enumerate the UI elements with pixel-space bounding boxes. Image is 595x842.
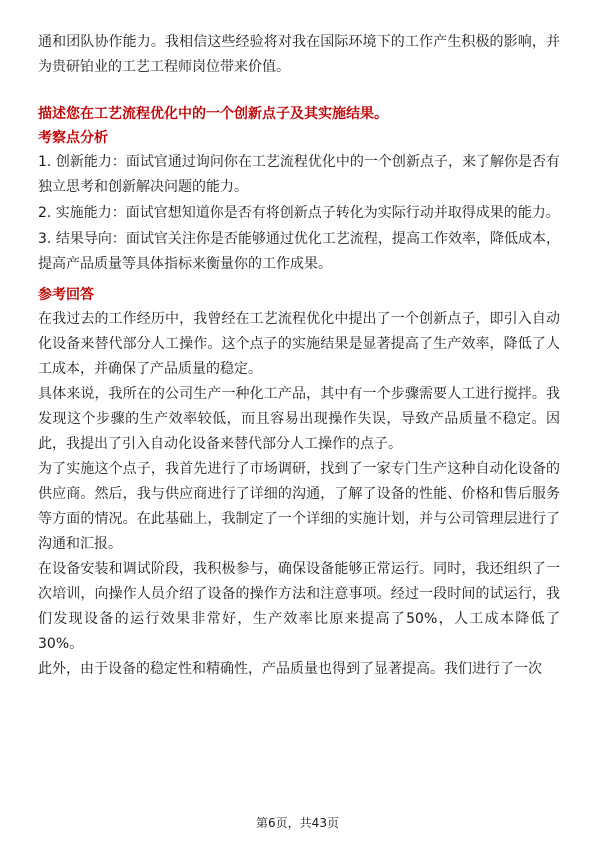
page-content <box>38 30 560 682</box>
intro-paragraph: 通和团队协作能力。我相信这些经验将对我在国际环境下的工作产生积极的影响，并为贵研铂业的工艺工程师岗位带来价值。 <box>38 34 560 75</box>
answer-heading: 参考回答 <box>38 287 94 303</box>
answer-paragraph: 在设备安装和调试阶段，我积极参与，确保设备能够正常运行。同时，我还组织了一次培训，向操作人员介绍了设备的操作方法和注意事项。经过一段时间的试运行，我们发现设备的运行效果非常好，生产效率比原来提高了50%，人工成本降低了30%。 <box>38 561 560 652</box>
answer-body <box>38 307 560 682</box>
answer-paragraph: 在我过去的工作经历中，我曾经在工艺流程优化中提出了一个创新点子，即引入自动化设备来替代部分人工操作。这个点子的实施结果是显著提高了生产效率，降低了人工成本，并确保了产品质量的稳定。 <box>38 311 560 377</box>
answer-paragraph: 此外，由于设备的稳定性和精确性，产品质量也得到了显著提高。我们进行了一次 <box>38 661 542 677</box>
answer-paragraph: 为了实施这个点子，我首先进行了市场调研，找到了一家专门生产这种自动化设备的供应商。然后，我与供应商进行了详细的沟通，了解了设备的性能、价格和售后服务等方面的情况。在此基础上，我制定了一个详细的实施计划，并与公司管理层进行了沟通和汇报。 <box>38 461 560 552</box>
analysis-point: 3. 结果导向：面试官关注你是否能够通过优化工艺流程，提高工作效率，降低成本，提高产品质量等具体指标来衡量你的工作成果。 <box>38 231 560 272</box>
question-heading: 描述您在工艺流程优化中的一个创新点子及其实施结果。 <box>38 106 388 122</box>
page-number: 第6页，共43页 <box>256 816 339 830</box>
answer-paragraph: 具体来说，我所在的公司生产一种化工产品，其中有一个步骤需要人工进行搅拌。我发现这个步骤的生产效率较低，而且容易出现操作失误，导致产品质量不稳定。因此，我提出了引入自动化设备来替代部分人工操作的点子。 <box>38 386 560 452</box>
analysis-point: 1. 创新能力：面试官通过询问你在工艺流程优化中的一个创新点子，来了解你是否有独立思考和创新解决问题的能力。 <box>38 154 560 195</box>
analysis-point: 2. 实施能力：面试官想知道你是否有将创新点子转化为实际行动并取得成果的能力。 <box>38 205 560 221</box>
analysis-points <box>38 150 560 277</box>
analysis-heading: 考察点分析 <box>38 130 108 146</box>
